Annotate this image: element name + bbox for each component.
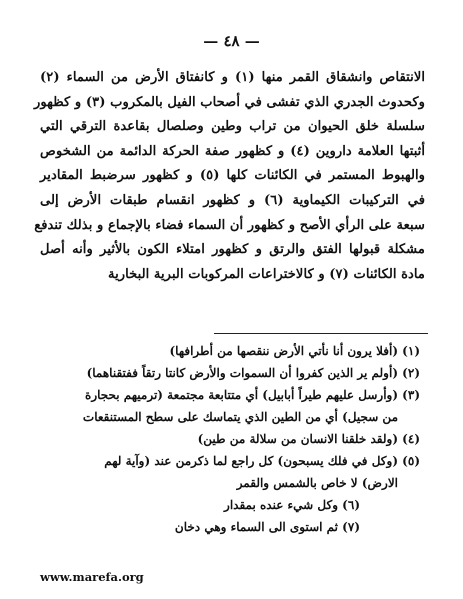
body-line: وكحدوث الجدري الذي تفشى في أصحاب الفيل بالمكروب (٣) و كظهور bbox=[33, 94, 425, 110]
footnotes bbox=[60, 340, 420, 538]
footnote-line: من سجيل) أي من الطين الذي يتماسك على سطح المستنقعات bbox=[82, 410, 398, 424]
footnote-line: الارض) لا خاص بالشمس والقمر bbox=[236, 476, 398, 490]
body-line: سبعة على الرأي الأصح و كظهور أن السماء فضاء بالإجماع و بذلك تندفع bbox=[34, 217, 425, 233]
body-line: مشكلة قبولها الفتق والرتق و كظهور امتلاء الكون بالأثير وأنه أصل bbox=[40, 242, 425, 258]
footnote-line: (٢) (أولم ير الذين كفروا أن السموات والأرض كانتا رتقاً ففتقناهما) bbox=[86, 366, 420, 380]
body-line: مادة الكائنات (٧) و كالاختراعات المركوبات البرية البخارية bbox=[108, 266, 425, 282]
footnote-line: (٥) (وكل في فلك يسبحون) كل راجع لما ذكرمن عند (وآية لهم bbox=[104, 454, 420, 468]
page-number: — ٤٨ — bbox=[203, 32, 260, 50]
footnote-line: (٣) (وأرسل عليهم طيراً أبابيل) أي متتابعة مجتمعة (ترميهم بحجارة bbox=[85, 388, 420, 402]
website-url: www.marefa.org bbox=[40, 570, 144, 584]
footnote-line: (٧) ثم استوى الى السماء وهي دخان bbox=[174, 520, 360, 534]
body-line: والهبوط المستمر في الكائنات كلها (٥) و كظهور سرضبط المقادير bbox=[40, 168, 425, 184]
footnote-line: (١) (أفلا يرون أنا نأتي الأرض ننقصها من أطرافها) bbox=[169, 344, 420, 358]
footnote-line: (٦) وكل شيء عنده بمقدار bbox=[224, 498, 360, 512]
body-line: سلسلة خلق الحيوان من تراب وطين وصلصال بقاعدة الترقي التي bbox=[40, 119, 425, 135]
body-line: أثبتها العلامة داروين (٤) و كظهور صفة الحركة الدائمة من الشخوص bbox=[40, 143, 426, 159]
body-line: الانتقاص وانشقاق القمر منها (١) و كانفتاق الأرض من السماء (٢) bbox=[40, 70, 425, 85]
body-line: في التركيبات الكيماوية (٦) و كظهور انقسام طبقات الأرض إلى bbox=[40, 192, 425, 208]
footnote-separator bbox=[214, 333, 428, 334]
footnote-line: (٤) (ولقد خلقنا الانسان من سلالة من طين) bbox=[197, 432, 420, 446]
main-body-text bbox=[33, 66, 426, 287]
